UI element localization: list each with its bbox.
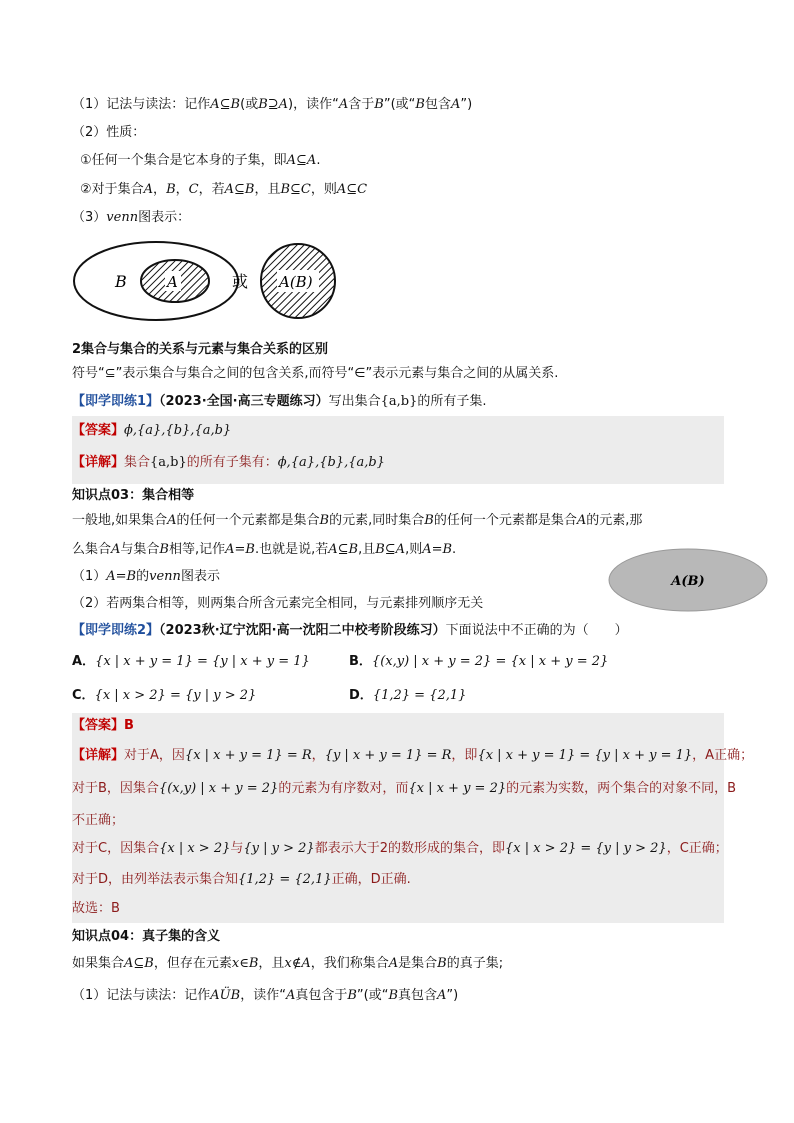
text: ，则	[310, 182, 337, 197]
text: ”)	[446, 988, 459, 1003]
text: ②对于集合	[80, 182, 144, 197]
math: A⊆B	[210, 97, 241, 112]
math: {x | x + y = 2}	[408, 781, 507, 796]
math: B	[347, 988, 357, 1003]
exercise-1-answer	[72, 421, 231, 441]
notation-line	[72, 95, 472, 115]
kp4-heading: 知识点04：真子集的含义	[72, 929, 221, 944]
text: 相等,记作	[168, 542, 226, 557]
detail-line-c	[72, 839, 728, 859]
option-b	[349, 652, 608, 672]
text: 对于D，由列举法表示集合知	[72, 872, 239, 887]
text: ，	[153, 182, 167, 197]
exercise-tag: 【即学即练2】	[72, 623, 160, 638]
math: {x | x > 2} = {y | y > 2}	[94, 688, 257, 703]
math: {y | x + y = 1} = R	[324, 748, 452, 763]
option-letter: D．	[349, 688, 373, 703]
exercise-source: （2023秋·辽宁沈阳·高一沈阳二中校考阶段练习）	[159, 623, 446, 638]
text: ，且	[254, 182, 281, 197]
math: B	[166, 182, 176, 197]
text: ，但存在元素	[153, 956, 232, 971]
math: A	[111, 542, 121, 557]
math: B	[437, 956, 447, 971]
text: ，A正确；	[692, 748, 754, 763]
text: .	[452, 542, 457, 557]
kp3-venn-line	[72, 567, 220, 587]
text: 的元素,同时集合	[329, 513, 425, 528]
math: x∉A	[284, 956, 311, 971]
text: 的真子集;	[446, 956, 504, 971]
text: 对于C，因集合	[72, 841, 160, 856]
math: A⊆B	[224, 182, 255, 197]
text: ”(或“	[383, 97, 416, 112]
text: 与	[230, 841, 244, 856]
text: ，我们称集合	[310, 956, 389, 971]
kp4-definition	[72, 954, 503, 974]
math: {x | x > 2}	[159, 841, 231, 856]
or-label: 或	[232, 272, 249, 291]
text: （1）记法与读法：记作	[72, 988, 211, 1003]
text: ，即	[451, 748, 478, 763]
equal-set-label: A(B)	[279, 273, 313, 291]
math: {(x,y) | x + y = 2}	[158, 781, 279, 796]
answer-value: B	[124, 718, 134, 733]
text: （1）记法与读法：记作	[72, 97, 211, 112]
math: B	[415, 97, 425, 112]
text: ，	[175, 182, 189, 197]
inner-set-label: A	[167, 273, 178, 291]
equal-sets-ellipse	[606, 546, 770, 614]
math: A	[338, 97, 349, 112]
kp4-notation	[72, 986, 458, 1006]
detail-tag: 【详解】	[72, 748, 125, 763]
text: 的所有子集有：	[186, 455, 278, 470]
math: B	[374, 97, 384, 112]
answer-tag: 【答案】	[72, 423, 125, 438]
exercise-2-question	[72, 621, 628, 641]
detail-line-b-cont: 不正确；	[72, 813, 125, 828]
math: x∈B	[231, 956, 259, 971]
option-letter: B．	[349, 654, 372, 669]
outer-set-label: B	[115, 272, 127, 291]
math: A=B	[225, 542, 255, 557]
kp3-heading: 知识点03：集合相等	[72, 488, 195, 503]
text: 包含	[424, 97, 451, 112]
symbol-distinction-text: 符号“⊆”表示集合与集合之间的包含关系,而符号“∈”表示元素与集合之间的从属关系.	[72, 366, 559, 381]
property-1	[80, 151, 320, 171]
text: 含于	[348, 97, 375, 112]
math: B	[424, 513, 434, 528]
math: AÜB	[210, 988, 241, 1003]
text: 图表示：	[138, 210, 191, 225]
text: .也就是说,若	[254, 542, 329, 557]
text: ,则	[405, 542, 423, 557]
math: A	[388, 956, 399, 971]
kp3-para-1	[72, 511, 642, 531]
math: {x | x > 2} = {y | y > 2}	[504, 841, 667, 856]
text: 图表示	[180, 569, 220, 584]
text: 对于A，因	[124, 748, 185, 763]
math: {x | x + y = 1} = {y | x + y = 1}	[477, 748, 693, 763]
final-choice: 故选：B	[72, 901, 120, 916]
detail-tag: 【详解】	[72, 455, 125, 470]
text: （3）	[72, 210, 107, 225]
text: ，且	[258, 956, 285, 971]
text: 正确，D正确.	[331, 872, 411, 887]
text: （1）	[72, 569, 107, 584]
text: 都表示大于2的数形成的集合，即	[314, 841, 505, 856]
math: B⊆A	[375, 542, 406, 557]
math: venn	[106, 210, 139, 225]
text: 的元素,那	[586, 513, 643, 528]
equal-ellipse-label: A(B)	[671, 574, 705, 589]
answer-tag: 【答案】	[72, 718, 125, 733]
math: {(x,y) | x + y = 2} = {x | x + y = 2}	[371, 654, 609, 669]
subset-venn-diagram	[70, 238, 360, 324]
properties-heading: （2）性质：	[72, 125, 146, 140]
text: ，若	[198, 182, 225, 197]
detail-line-b	[72, 779, 736, 799]
text: 真包含	[398, 988, 438, 1003]
text: 的	[136, 569, 150, 584]
detail-line-d	[72, 870, 411, 890]
math: B	[159, 542, 169, 557]
text: )，读作“	[288, 97, 339, 112]
math: B⊆C	[280, 182, 311, 197]
text: 与集合	[120, 542, 160, 557]
exercise-2-answer	[72, 716, 134, 736]
math: {x | x + y = 1} = R	[184, 748, 312, 763]
math: ϕ,{a},{b},{a,b}	[124, 423, 232, 438]
text: ，C正确；	[666, 841, 728, 856]
text: ”(或“	[356, 988, 389, 1003]
kp3-para-2	[72, 540, 456, 560]
math: A	[143, 182, 154, 197]
detail-line-a	[72, 746, 753, 766]
property-2	[80, 180, 367, 200]
text: ”)	[460, 97, 473, 112]
text: 写出集合	[328, 394, 381, 409]
text: (或	[240, 97, 259, 112]
text: 是集合	[398, 956, 438, 971]
math: {1,2} = {2,1}	[238, 872, 332, 887]
math: {a,b}	[150, 455, 187, 470]
option-d	[349, 686, 466, 706]
text: 集合	[124, 455, 151, 470]
math: A	[437, 988, 447, 1003]
exercise-1-question	[72, 392, 487, 412]
math: C	[188, 182, 199, 197]
math: A=B	[106, 569, 137, 584]
exercise-tag: 【即学即练1】	[72, 394, 160, 409]
text: .	[316, 153, 321, 168]
text: ，	[311, 748, 325, 763]
text: ①任何一个集合是它本身的子集，即	[80, 153, 287, 168]
option-letter: C．	[72, 688, 95, 703]
math: B	[388, 988, 399, 1003]
text: 真包含于	[295, 988, 348, 1003]
answer-box	[72, 713, 724, 923]
text: ，读作“	[240, 988, 286, 1003]
option-letter: A．	[72, 654, 96, 669]
math: {a,b}	[380, 394, 418, 409]
math: {x | x + y = 1} = {y | x + y = 1}	[95, 654, 310, 669]
text: 如果集合	[72, 956, 125, 971]
math: B⊇A	[258, 97, 289, 112]
text: 的元素为实数，两个集合的对象不同，B	[506, 781, 737, 796]
text: 么集合	[72, 542, 112, 557]
exercise-1-detail	[72, 453, 385, 473]
text: ,且	[358, 542, 376, 557]
text: 的任何一个元素都是集合	[433, 513, 577, 528]
text: 的所有子集.	[417, 394, 487, 409]
math: A⊆B	[124, 956, 154, 971]
kp3-order-line: （2）若两集合相等，则两集合所含元素完全相同，与元素排列顺序无关	[72, 596, 484, 611]
venn-heading	[72, 208, 190, 228]
text: 下面说法中不正确的为（ ）	[445, 623, 628, 638]
math: {y | y > 2}	[243, 841, 315, 856]
math: {1,2} = {2,1}	[372, 688, 467, 703]
math: A	[167, 513, 177, 528]
math: A⊆B	[328, 542, 359, 557]
text: 一般地,如果集合	[72, 513, 168, 528]
text: 对于B，因集合	[72, 781, 159, 796]
math: A	[576, 513, 587, 528]
text: 的元素为有序数对，而	[278, 781, 409, 796]
section-heading: 2集合与集合的关系与元素与集合关系的区别	[72, 342, 329, 357]
option-c	[72, 686, 256, 706]
text: 的任何一个元素都是集合	[176, 513, 320, 528]
math: venn	[149, 569, 181, 584]
math: A⊆C	[336, 182, 368, 197]
exercise-source: （2023·全国·高三专题练习）	[159, 394, 329, 409]
math: A	[450, 97, 461, 112]
math: ϕ,{a},{b},{a,b}	[277, 455, 385, 470]
math: A	[285, 988, 296, 1003]
math: A=B	[422, 542, 453, 557]
option-a	[72, 652, 310, 672]
math: A⊆A	[286, 153, 317, 168]
math: B	[319, 513, 330, 528]
